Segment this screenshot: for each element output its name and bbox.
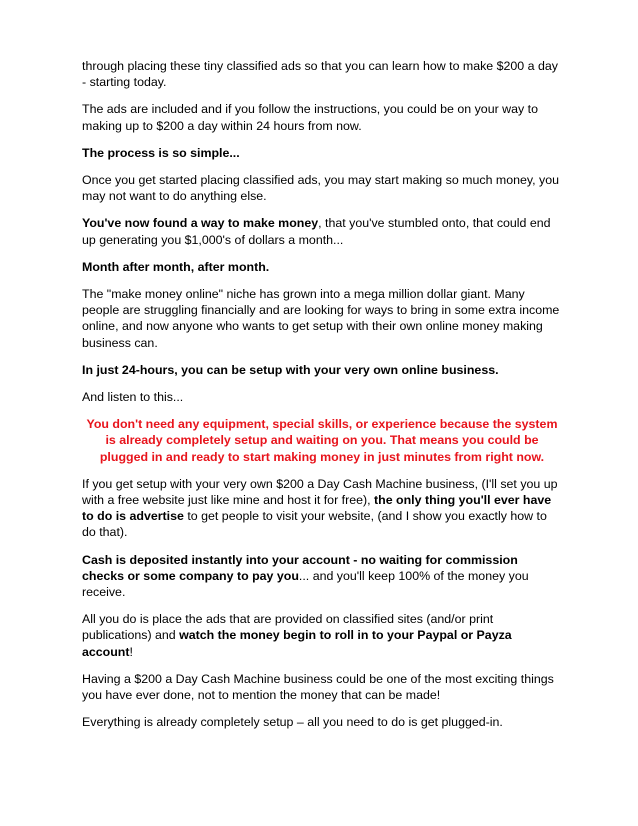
paragraph-5-bold: You've now found a way to make money [82, 216, 319, 231]
paragraph-11 [82, 476, 562, 541]
paragraph-8-bold: In just 24-hours, you can be setup with your very own online business. [82, 362, 499, 377]
paragraph-3-bold: The process is so simple... [82, 145, 240, 160]
paragraph-11-start: If you get setup with your very own $200 a Day Cash Machine business, (I'll set you up with a free website just like mine and host it for free), [82, 476, 558, 508]
paragraph-7: The "make money online" niche has grown into a mega million dollar giant. Many people are struggling financially and are looking for ways to bring in some extra income online, and now anyone who wants to get setup with their own online money making business can. [82, 287, 560, 350]
paragraph-12-rest: ... and you'll keep 100% of the money you receive. [82, 568, 529, 600]
paragraph-12 [82, 552, 562, 601]
paragraph-4: Once you get started placing classified ads, you may start making so much money, you may not want to do anything else. [82, 173, 560, 204]
paragraph-5-rest: , that you've stumbled onto, that could end up generating you $1,000's of dollars a month... [82, 216, 551, 247]
paragraph-1: through placing these tiny classified ads so that you can learn how to make $200 a day - starting today. [82, 59, 558, 90]
document-page [82, 58, 562, 742]
paragraph-13 [82, 611, 562, 660]
paragraph-11-end: to get people to visit your website, (and I show you exactly how to do that). [82, 509, 547, 540]
paragraph-14: Having a $200 a Day Cash Machine business could be one of the most exciting things you have ever done, not to mention the money that can be made! [82, 671, 554, 703]
paragraph-11-bold: the only thing you'll ever have to do is advertise [82, 493, 552, 524]
highlight-red-paragraph: You don't need any equipment, special skills, or experience because the system is already completely setup and waiting on you. That means you could be plugged in and ready to start making money in just minutes from right now. [86, 417, 558, 464]
paragraph-13-start: All you do is place the ads that are provided on classified sites (and/or print publications) and [82, 612, 494, 643]
paragraph-5 [82, 215, 562, 247]
paragraph-13-end: ! [129, 644, 133, 659]
paragraph-12-bold: Cash is deposited instantly into your account - no waiting for commission checks or some company to pay you [82, 552, 518, 583]
paragraph-13-bold: watch the money begin to roll in to your Paypal or Payza account [82, 628, 512, 659]
paragraph-2: The ads are included and if you follow the instructions, you could be on your way to making up to $200 a day within 24 hours from now. [82, 102, 538, 133]
paragraph-9: And listen to this... [82, 390, 184, 405]
paragraph-6-bold: Month after month, after month. [82, 259, 270, 274]
paragraph-15: Everything is already completely setup – all you need to do is get plugged-in. [82, 715, 503, 730]
